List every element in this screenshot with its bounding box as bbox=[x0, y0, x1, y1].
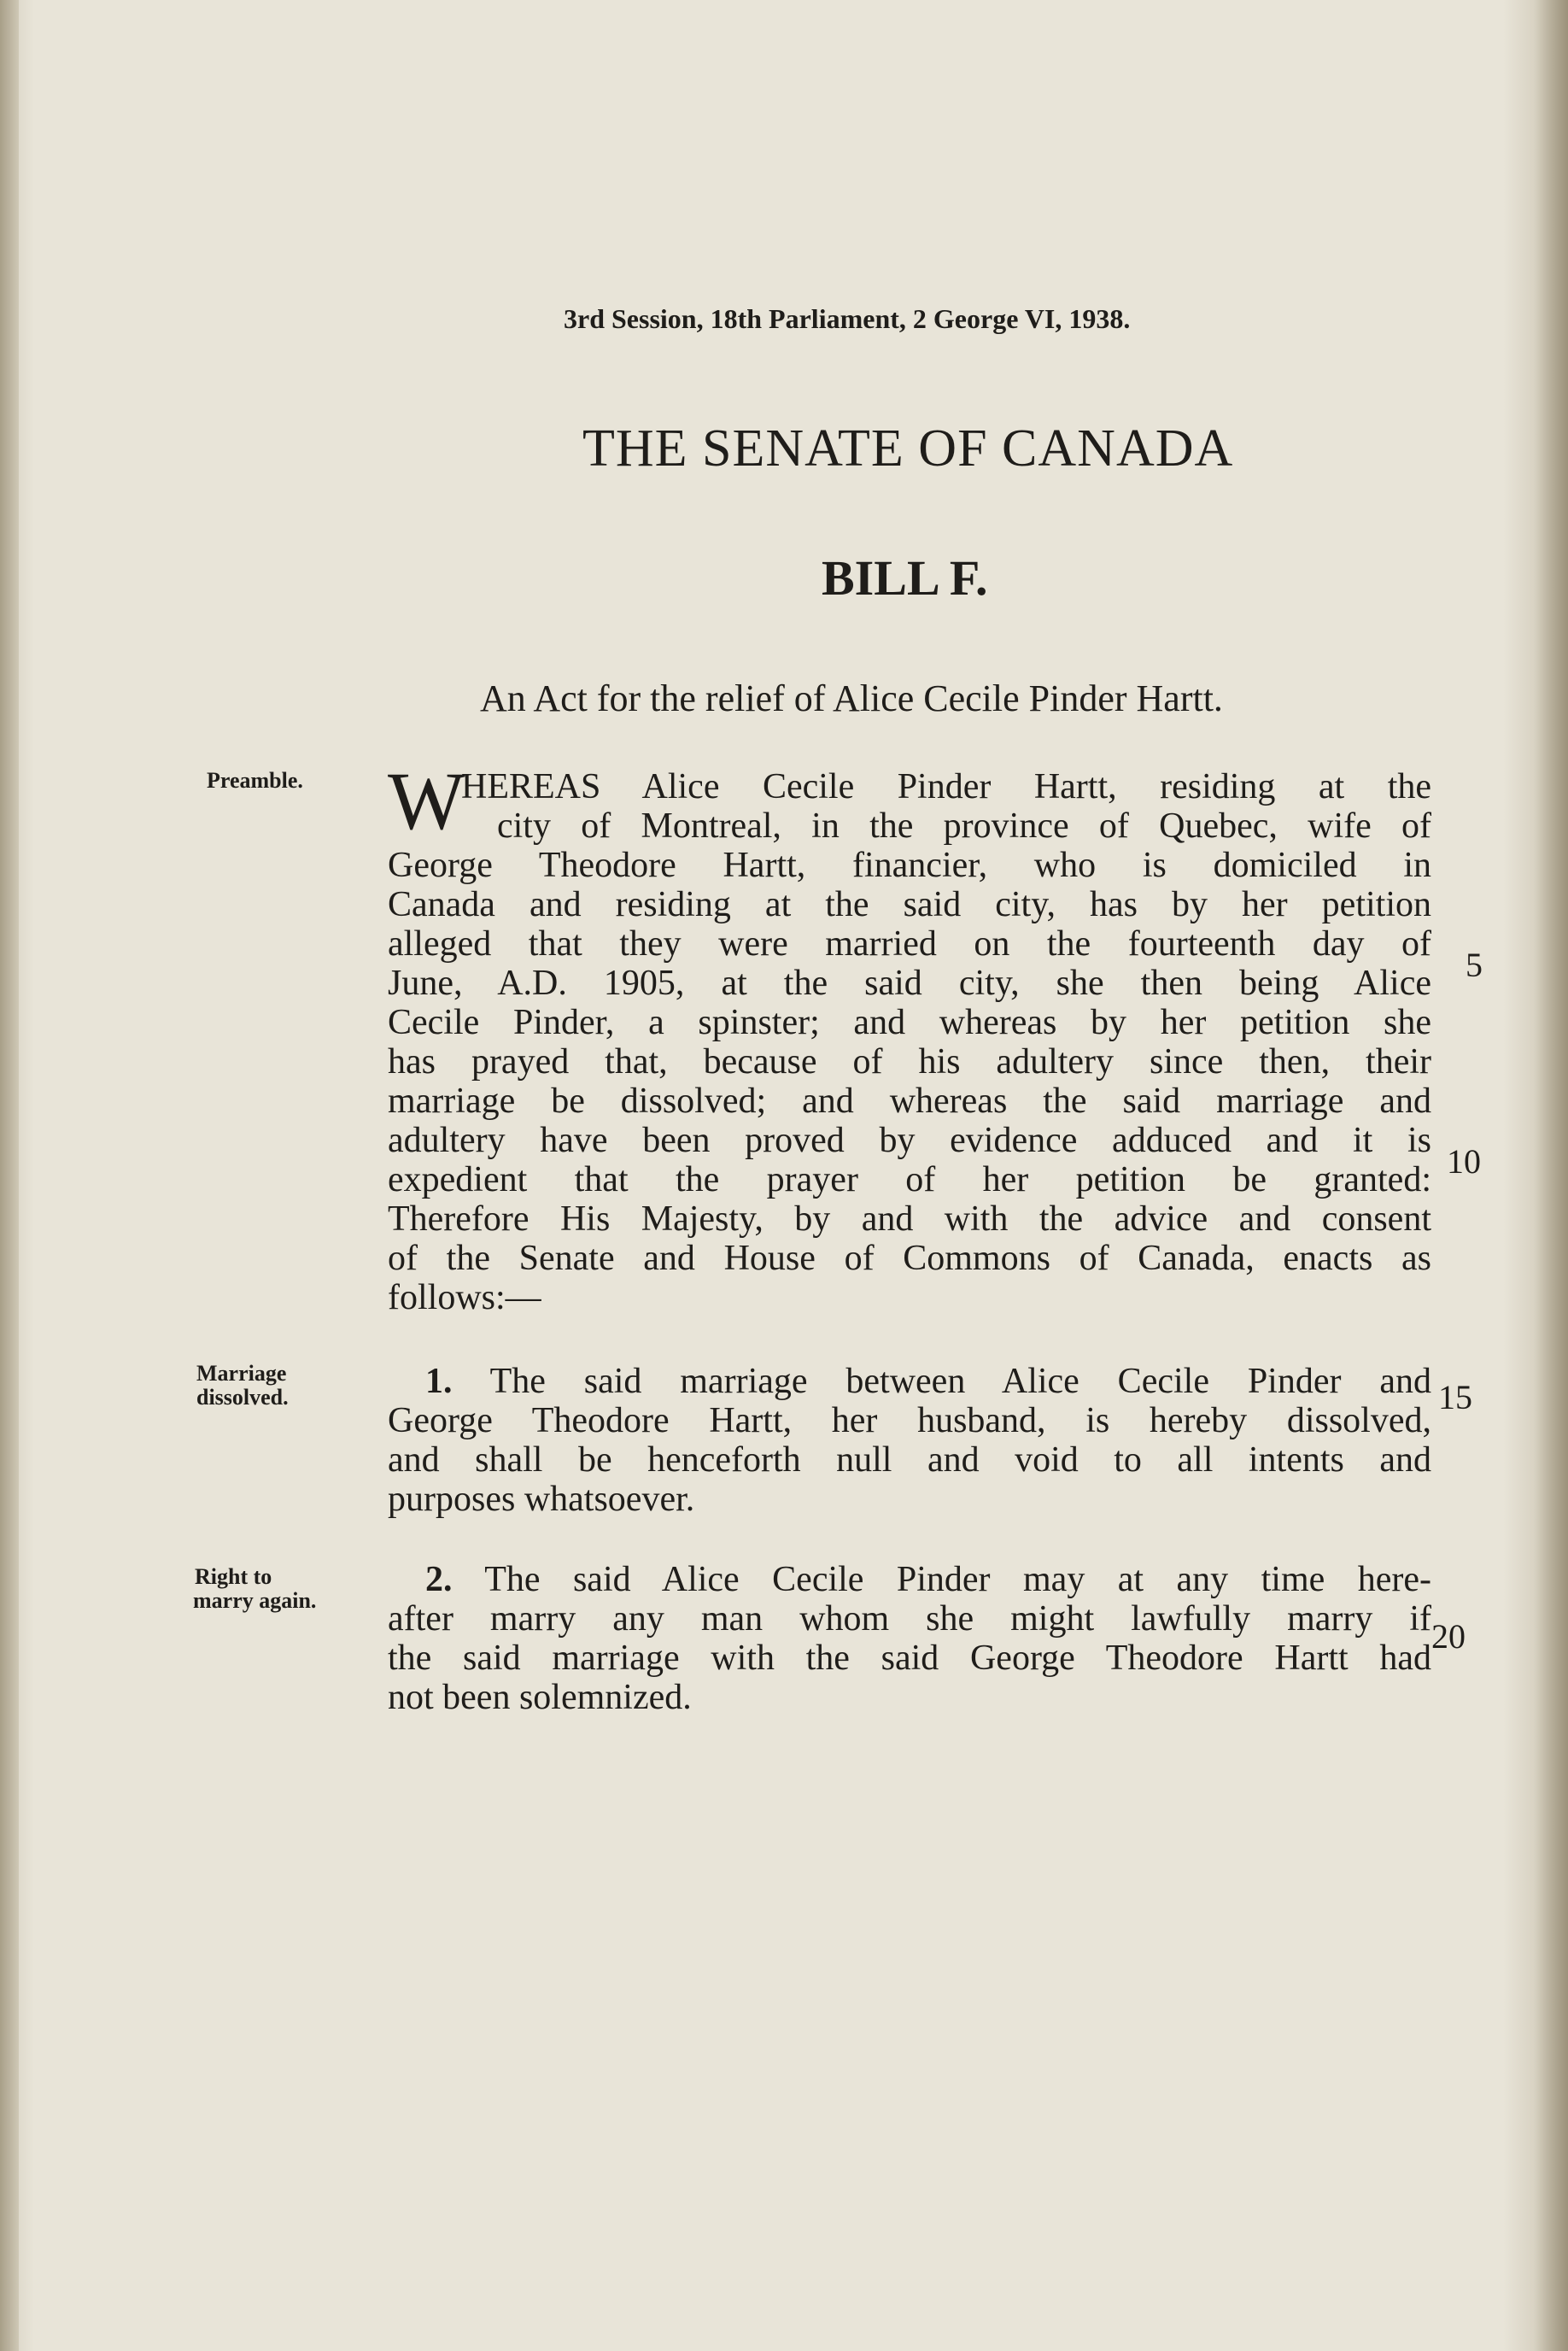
section-1-text: The said marriage between Alice Cecile Pinder and bbox=[489, 1362, 1431, 1401]
preamble-line: adultery have been proved by evidence adduced and it is bbox=[388, 1121, 1431, 1160]
section-2-line: after marry any man whom she might lawfully marry if bbox=[388, 1599, 1431, 1639]
preamble-line: June, A.D. 1905, at the said city, she then being Alice bbox=[388, 964, 1431, 1003]
margin-note-marriage-2: dissolved. bbox=[196, 1385, 289, 1410]
section-1-line: George Theodore Hartt, her husband, is hereby dissolved, bbox=[388, 1401, 1431, 1440]
margin-note-marriage-1: Marriage bbox=[196, 1361, 287, 1386]
line-number: 15 bbox=[1438, 1378, 1472, 1416]
section-2-number: 2. bbox=[425, 1560, 453, 1599]
section-2-text: The said Alice Cecile Pinder may at any time here- bbox=[484, 1560, 1431, 1599]
preamble-line: Canada and residing at the said city, has by her petition bbox=[388, 885, 1431, 924]
preamble-line: city of Montreal, in the province of Quebec, wife of bbox=[497, 806, 1431, 846]
section-1-line: purposes whatsoever. bbox=[388, 1480, 695, 1519]
house-title: THE SENATE OF CANADA bbox=[582, 419, 1234, 478]
preamble-line: expedient that the prayer of her petition be granted: bbox=[388, 1160, 1431, 1199]
preamble-line: George Theodore Hartt, financier, who is domiciled in bbox=[388, 846, 1431, 885]
page-right-edge bbox=[1534, 0, 1568, 2351]
preamble-line: HEREAS Alice Cecile Pinder Hartt, residing at the bbox=[461, 767, 1431, 806]
margin-note-right-1: Right to bbox=[195, 1564, 272, 1589]
dropcap: W bbox=[388, 755, 465, 847]
section-2-line: the said marriage with the said George Theodore Hartt had bbox=[388, 1639, 1431, 1678]
line-number: 5 bbox=[1466, 946, 1483, 984]
section-2-line: not been solemnized. bbox=[388, 1678, 692, 1717]
preamble-line: Therefore His Majesty, by and with the advice and consent bbox=[388, 1199, 1431, 1239]
section-1-line: and shall be henceforth null and void to all intents and bbox=[388, 1440, 1431, 1480]
margin-note-right-2: marry again. bbox=[193, 1588, 317, 1613]
bill-title: BILL F. bbox=[822, 550, 988, 606]
line-number: 10 bbox=[1447, 1142, 1481, 1181]
section-2-line bbox=[425, 1560, 1431, 1599]
section-1-line bbox=[425, 1362, 1431, 1401]
preamble-line: of the Senate and House of Commons of Canada, enacts as bbox=[388, 1239, 1431, 1278]
preamble-line: follows:— bbox=[388, 1278, 541, 1317]
section-1-number: 1. bbox=[425, 1362, 453, 1401]
act-title: An Act for the relief of Alice Cecile Pinder Hartt. bbox=[480, 677, 1223, 719]
preamble-line: alleged that they were married on the fourteenth day of bbox=[388, 924, 1431, 964]
preamble-line: Cecile Pinder, a spinster; and whereas by her petition she bbox=[388, 1003, 1431, 1042]
line-number: 20 bbox=[1431, 1617, 1466, 1656]
page-binding-edge bbox=[0, 0, 19, 2351]
preamble-line: marriage be dissolved; and whereas the said marriage and bbox=[388, 1082, 1431, 1121]
preamble-line: has prayed that, because of his adultery since then, their bbox=[388, 1042, 1431, 1082]
session-line: 3rd Session, 18th Parliament, 2 George VI, 1938. bbox=[564, 303, 1131, 334]
margin-note-preamble: Preamble. bbox=[207, 768, 303, 793]
